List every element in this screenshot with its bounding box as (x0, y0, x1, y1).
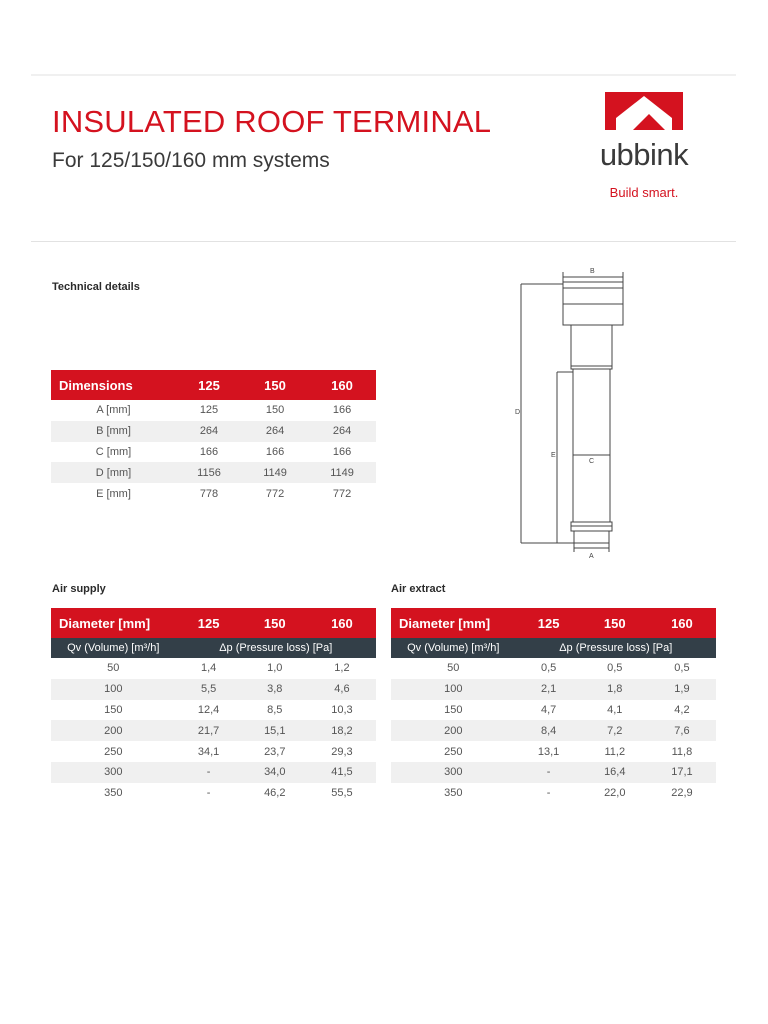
table-cell: 11,8 (671, 745, 693, 758)
dimensions-table (51, 370, 376, 504)
table-cell: 1149 (308, 462, 376, 483)
table-cell: 18,2 (308, 720, 376, 741)
table-cell: 50 (107, 662, 120, 675)
table-row (51, 700, 376, 721)
table-cell: 34,1 (197, 745, 220, 758)
subheader-row (51, 638, 376, 658)
table-cell: - (546, 787, 551, 800)
terminal-diagram (510, 262, 635, 562)
table-cell: 250 (104, 745, 123, 758)
table-cell: 100 (51, 679, 176, 700)
ubbink-logo (584, 90, 704, 205)
table-cell: - (176, 762, 242, 783)
label-d: D (515, 409, 521, 416)
column-header: 150 (242, 608, 308, 638)
table-cell: 41,5 (308, 762, 376, 783)
table-cell: 34,0 (242, 762, 308, 783)
table-row (51, 658, 376, 679)
table-cell: 778 (199, 487, 219, 500)
table-cell: 13,1 (537, 745, 560, 758)
table-header-row (51, 608, 376, 638)
table-cell: 264 (242, 421, 308, 442)
volume-subheader: Qv (Volume) [m³/h] (391, 638, 516, 658)
table-cell: 29,3 (331, 745, 353, 758)
table-cell: 1,2 (334, 662, 350, 675)
table-cell: 264 (176, 421, 242, 442)
table-row (51, 679, 376, 700)
table-cell: 2,1 (516, 679, 582, 700)
header-divider (31, 241, 736, 242)
table-cell: D [mm] (51, 462, 176, 483)
table-cell: 1,9 (648, 679, 716, 700)
table-cell: 16,4 (582, 762, 648, 783)
table-row (51, 421, 376, 442)
table-cell: 250 (444, 745, 463, 758)
subheader-row (391, 638, 716, 658)
table-cell: 8,4 (516, 720, 582, 741)
table-cell: 22,0 (604, 787, 626, 800)
table-row (51, 442, 376, 463)
table-cell: B [mm] (51, 421, 176, 442)
table-row (391, 720, 716, 741)
terminal-drawing (510, 262, 635, 562)
table-cell: 7,6 (648, 720, 716, 741)
table-row (391, 700, 716, 721)
table-cell: 10,3 (331, 703, 353, 716)
table-cell: 50 (447, 662, 460, 675)
table-cell: - (516, 762, 582, 783)
label-b: B (590, 268, 595, 275)
page-title: INSULATED ROOF TERMINAL (52, 104, 492, 139)
table-row (391, 762, 716, 783)
table-cell: 125 (199, 404, 219, 417)
table-cell: 200 (51, 720, 176, 741)
table-cell: 0,5 (607, 662, 623, 675)
table-row (51, 400, 376, 421)
table-row (391, 741, 716, 762)
table-cell: 7,2 (582, 720, 648, 741)
column-header: 150 (242, 370, 308, 400)
table-cell: 300 (391, 762, 516, 783)
table-row (391, 783, 716, 804)
table-row (51, 741, 376, 762)
air-supply-heading: Air supply (52, 583, 106, 595)
column-header: 125 (176, 370, 242, 400)
table-row (51, 483, 376, 504)
table-row (391, 658, 716, 679)
table-cell: 46,2 (264, 787, 286, 800)
column-header: Diameter [mm] (391, 608, 516, 638)
table-cell: 0,5 (540, 662, 557, 675)
table-cell: 21,7 (176, 720, 242, 741)
column-header: Dimensions (51, 370, 176, 400)
table-cell: 350 (444, 787, 463, 800)
table-cell: A [mm] (96, 404, 131, 417)
table-cell: 15,1 (242, 720, 308, 741)
air-extract-heading: Air extract (391, 583, 446, 595)
table-cell: 55,5 (331, 787, 353, 800)
column-header: 160 (308, 608, 376, 638)
table-cell: 200 (391, 720, 516, 741)
air-extract-table (391, 608, 716, 804)
table-cell: - (206, 787, 211, 800)
column-header: 125 (516, 608, 582, 638)
roof-logo-icon (605, 92, 683, 132)
table-cell: 1,8 (582, 679, 648, 700)
table-header-row (51, 370, 376, 400)
technical-details-heading: Technical details (52, 281, 140, 293)
table-cell: 100 (391, 679, 516, 700)
table-cell: 150 (444, 703, 463, 716)
top-divider (31, 74, 736, 76)
table-cell: E [mm] (96, 487, 131, 500)
table-row (51, 762, 376, 783)
page-subtitle: For 125/150/160 mm systems (52, 149, 330, 172)
table-row (51, 720, 376, 741)
pressure-subheader: Δp (Pressure loss) [Pa] (516, 638, 716, 658)
table-cell: 5,5 (176, 679, 242, 700)
table-cell: 23,7 (264, 745, 286, 758)
table-cell: 12,4 (197, 703, 220, 716)
logo-brand: ubbink (599, 137, 689, 172)
table-cell: 264 (308, 421, 376, 442)
table-cell: 150 (104, 703, 123, 716)
table-cell: 772 (332, 487, 352, 500)
table-row (51, 783, 376, 804)
table-cell: 1,0 (267, 662, 283, 675)
table-cell: 300 (51, 762, 176, 783)
column-header: 150 (582, 608, 648, 638)
table-cell: 150 (265, 404, 285, 417)
table-cell: 11,2 (604, 745, 626, 758)
label-e: E (551, 452, 556, 459)
air-supply-table (51, 608, 376, 804)
table-cell: 166 (332, 404, 352, 417)
table-cell: C [mm] (95, 445, 132, 458)
column-header: Diameter [mm] (51, 608, 176, 638)
table-row (391, 679, 716, 700)
table-header-row (391, 608, 716, 638)
label-c: C (589, 458, 595, 465)
table-cell: 3,8 (242, 679, 308, 700)
table-cell: 166 (332, 445, 352, 458)
table-cell: 4,1 (607, 703, 623, 716)
column-header: 125 (176, 608, 242, 638)
table-row (51, 462, 376, 483)
table-cell: 1,4 (200, 662, 217, 675)
volume-subheader: Qv (Volume) [m³/h] (51, 638, 176, 658)
table-cell: 1149 (242, 462, 308, 483)
label-a: A (589, 553, 594, 560)
column-header: 160 (308, 370, 376, 400)
table-cell: 17,1 (648, 762, 716, 783)
column-header: 160 (648, 608, 716, 638)
table-cell: 0,5 (674, 662, 690, 675)
table-cell: 350 (104, 787, 123, 800)
table-cell: 22,9 (671, 787, 693, 800)
pressure-subheader: Δp (Pressure loss) [Pa] (176, 638, 376, 658)
table-cell: 4,7 (540, 703, 557, 716)
table-cell: 1156 (176, 462, 242, 483)
table-cell: 4,2 (674, 703, 690, 716)
table-cell: 772 (265, 487, 285, 500)
table-cell: 166 (199, 445, 219, 458)
table-cell: 8,5 (267, 703, 283, 716)
table-cell: 166 (265, 445, 285, 458)
table-cell: 4,6 (308, 679, 376, 700)
logo-tagline: Build smart. (609, 185, 679, 200)
